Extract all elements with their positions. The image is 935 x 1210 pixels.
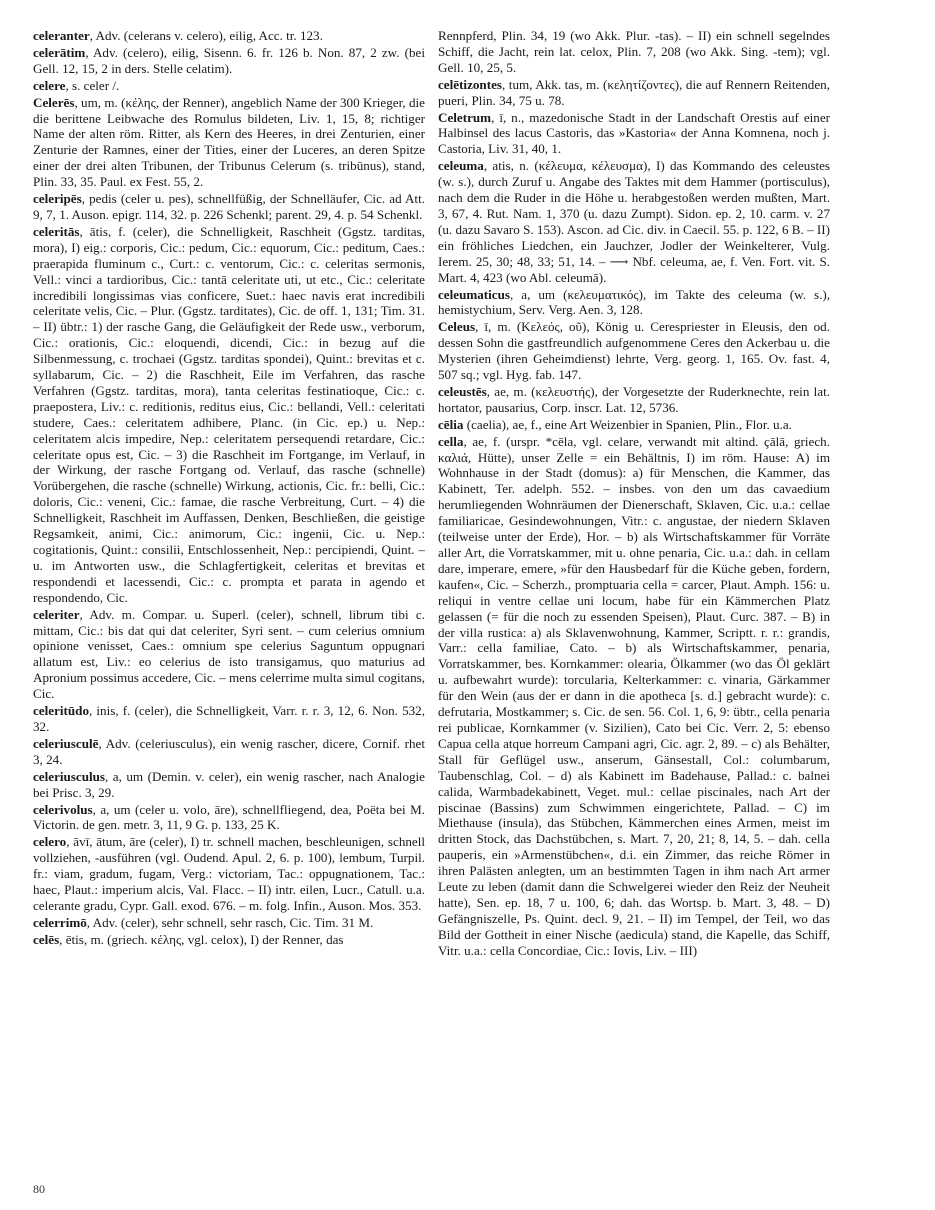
entry-celerivolus [33,802,425,834]
entry-celeustes [438,384,830,416]
entry-head: cella [438,433,464,449]
entry-celeriuscule [33,736,425,768]
entry-head: Celetrum [438,109,492,125]
entry-text: , Adv. (celer), sehr schnell, sehr rasch, Cic. Tim. 31 M. [86,914,374,930]
entry-head: celeuma [438,158,484,174]
entry-text: , ae, f. (urspr. *cēla, vgl. celare, verwandt mit altind. çālā, griech. καλιά, Hütte), unser Zelle = ein Behältnis, I) im röm. Hause: A) im Wohnhause in der Stadt (domus): a) für Menschen, die Kammer, das Kabinett, Ter. adelph. 552. – insbes. von den um das cavaedium herumliegenden Wohnräumen der Dienerschaft, Sklaven, Cic. u.a.: cellae familiaricae, Gesindewohnungen, Vitr.: c. angustae, der niedern Sklaven (teilweise unter der Erde), Hor. – b) als Wirtschaftskammer für Vorräte aller Art, die Vorratskammer, mit u. ohne penaria, Cic. u.a.: dah. in cellam dare, imperare, emere, »für den Hausbedarf für die Küche geben, fordern, kaufen«, Cic. – Scherzh., promptuaria cella = carcer, Plaut. Amph. 156: u. reliqui in ventre cellae uni locum, habe für ein Kämmerchen Platz gelassen (= für die noch zu essenden Speisen), Plaut. Curc. 387. – B) in der villa rustica: a) als Sklavenwohnung, Kammer, Scriptt. r. r.: grandis, Varr.: cella familiae, Cato. – b) als Wirtschaftskammer, penaria, Vorratskammer, bes. Kornkammer: olearia, Ölkammer (wo das Öl geklärt u. aufbewahrt wurde): torcularia, Kelterkammer: c. vinaria, Gärkammer für den Wein (aus der er dann in die apotheca [s. d.] gebracht wurde): c. defrutaria, Mostkammer; s. Cic. de sen. 56. Col. 1, 6, 9: übtr., cella penaria rei publicae, Kornkammer (v. Sizilien), Cato bei Cic. Verr. 2, 5: ebenso Capua cella atque horreum Campani agri, Cic. agr. 2, 89. – c) als Behälter, Stall für Geflügel usw., anserum, Gänsestall, Col.: columbarum, Taubenschlag, Col. – d) als Kabinett im Badehause, Pallad.: c. balnei calida, Warmbadekabinett, Veget. mul.: cellae piscinales, nach Art der piscinae (Bassins) zum Schwimmen eingerichtete, Pallad. – C) im Miethause (insula), das Stübchen, Kämmerchen eines Armen, meist im dritten Stock, das Dachstübchen, s. Mart. 7, 20, 21; 8, 14, 5. – dah. cella pauperis, ein »Armenstübchen«, d.i. ein Zimmer, das reiche Römer in ihren Palästen anlegten, um an bestimmten Tagen in ihm nach Art armer Leute zu leben (damit dann die Schwelgerei wieder den Reiz der Neuheit hatte), Sen. ep. 18, 7 u. 100, 6; dah. das Wortsp. b. Mart. 3, 48. – D) Gefängniszelle, Ps. Quint. decl. 9, 21. – II) im Tempel, der Teil, wo das Bild der Gottheit in einer Nische (aedicula) stand, die Kapelle, das Schiff, Vitr. u.a.: cella Concordiae, Cic.: Iovis, Liv. – III) [438,433,830,958]
entry-celeriusculus [33,769,425,801]
entry-head: celere [33,77,66,93]
right-column [438,28,830,1168]
entry-celeuma [438,158,830,285]
entry-text: , a, um (κελευματικός), im Takte des celeuma (w. s.), hemistychium, Serv. Verg. Aen. 3, 128. [438,286,830,318]
entry-head: celeriusculus [33,768,106,784]
entry-text: , Adv. (celeriusculus), ein wenig rascher, dicere, Cornif. rhet 3, 24. [33,735,425,767]
entry-text: , Adv. (celero), eilig, Sisenn. 6. fr. 126 b. Non. 87, 2 zw. (bei Gell. 12, 15, 2 in ders. Stelle celatim). [33,44,425,76]
entry-head: celeranter [33,28,90,43]
entry-head: celerivolus [33,801,93,817]
entry-text: , inis, f. (celer), die Schnelligkeit, Varr. r. r. 3, 12, 6. Non. 532, 32. [33,703,425,734]
entry-celeritas [33,224,425,606]
entry-head: celerrimō [33,914,87,930]
entry-text: , ae, m. (κελευστής), der Vorgesetzte der Ruderknechte, rein lat. hortator, pausarius, Corp. inscr. Lat. 12, 5736. [438,383,830,415]
entry-celeumaticus [438,287,830,319]
entry-head: celeripēs [33,191,82,207]
entry-head: Celerēs [33,94,75,110]
entry-text: , Adv. m. Compar. u. Superl. (celer), schnell, librum tibi c. mittam, Cic.: bis dat qui dat celeriter, Syri sent. – cum celerius omnium opinione venisset, Caes.: omnium spe celerius Saguntum oppugnari allatum est, Liv.: eo celerius de isto transigamus, quo maturius ad Apronium possimus accedere, Cic. – mens celerrime multa simul cogitans, Cic. [33,606,425,702]
entry-text: (caelia), ae, f., eine Art Weizenbier in Spanien, Plin., Flor. u.a. [463,416,792,432]
entry-text: , ātis, f. (celer), die Schnelligkeit, Raschheit (Ggstz. tarditas, mora), I) eig.: corporis, Cic.: pedum, Cic.: equorum, Cic.: peditum, Caes.: praerapida fluminum c., Curt.: c. ventorum, Cic.: c. celeritas sermonis, Vell.: vinci a tardioribus, Cic.: tantā celeritate uti, ut etc., Cic.: celeritate incredibili longissimas vias conficere, Suet.: haec navis erat incredibili celeritate velis, Cic. – Plur. (Ggstz. tarditates), Cic. de off. 1, 131; Tim. 31. – II) übtr.: 1) der rasche Gang, die Geläufigkeit der Rede usw., verborum, Cic.: orationis, Cic.: eloquendi, dicendi, Cic.: in bezug auf die Silbenmessung, c. trochaei (Ggstz. tarditas spondei), Quint.: brevitas et c. syllabarum, Cic. – 2) die Raschheit, Eile im Verfahren, das rasche Verfahren (Ggstz. tarditas, mora), tanta celeritas festinatioque, Cic.: c. praepostera, Liv.: c. reditionis, reditus eius, Cic.: bellandi, Vell.: celeritati studere, Caes.: celeritatem adhibere, Planc. (in Cic. ep.) u. Nep.: celeritatem alcis impedire, Nep.: celeritatem persequendi retardare, Cic.: celeritate opus est, Cic. – 3) die Raschheit im Fortgange, im Verlauf, in der Wirkung, der rasche Fortgang od. Verlauf, das rasche (schnelle) Vorübergehen, die rasche (schnelle) Wirkung, actionis, Cic. fr.: belli, Cic.: doloris, Cic.: veneni, Cic.: famae, die rasche Verbreitung, Curt. – 4) die Schnelligkeit, Raschheit im Auffassen, Denken, Beschließen, die geistige Regsamkeit, animi, Cic.: animorum, Cic.: ingenii, Cic. u. Nep.: cogitationis, Quint.: consilii, Entschlossenheit, Nep.: percipiendi, Quint. – u. im Antworten usw., die Schlagfertigkeit, celeritas et brevitas et respondendi et lacessendi, Cic.: c. prompta et parata in agendo et respondendo, Cic. [33,223,425,605]
entry-head: celeritūdo [33,703,89,719]
entry-celeratim [33,45,425,77]
entry-text: , ī, n., mazedonische Stadt in der Landschaft Orestis auf einer Halbinsel des lacus Castoris, das »Kastoria« der Anna Komnena, noch j. Castoria, Liv. 31, 40, 1. [438,109,830,157]
entry-celetizontes [438,77,830,109]
entry-celeus [438,319,830,383]
entry-celia [438,417,830,433]
entry-head: celēs [33,931,60,947]
entry-text: Rennpferd, Plin. 34, 19 (wo Akk. Plur. -tas). – II) ein schnell segelndes Schiff, die Jacht, rein lat. celox, Plin. 7, 208 (wo Akk. Sing. -tem); vgl. Gell. 10, 25, 5. [438,28,830,75]
entry-celero [33,834,425,914]
entry-text: , s. celer /. [65,77,120,93]
entry-celerrimo [33,915,425,931]
left-column [33,28,425,1168]
entry-text: , pedis (celer u. pes), schnellfüßig, der Schnelläufer, Cic. ad Att. 9, 7, 1. Auson. epigr. 114, 32. p. 226 Schenkl; parent. 29, 4. p. 54 Schenkl. [33,191,425,222]
entry-celeres [33,95,425,190]
entry-celes-continued [438,28,830,76]
entry-celeranter [33,28,425,44]
entry-text: , atis, n. (κέλευμα, κέλευσμα), I) das Kommando des celeustes (w. s.), durch Zuruf u. Angabe des Taktes mit dem Hammer (portisculus), nach dem die Ruder in die Höhe u. herabgestoßen werden mußten, Mart. 3, 67, 4. Rut. Nam. 1, 370 (u. dazu Zumpt). Sidon. ep. 2, 10. carm. v. 27 (u. dazu Savaro S. 153). Ascon. ad Cic. div. in Caecil. 55. p. 122, 6 B. – II) ein fröhliches Liedchen, ein Jauchzer, Jodler der Weinkelterer, Vulg. Ierem. 25, 30; 48, 33; 51, 14. – ⟶ Nbf. celeuma, ae, f. Ven. Fort. vit. S. Mart. 4, 423 (wo Abl. celeumā). [438,158,830,285]
entry-text: , ētis, m. (griech. κέλης, vgl. celox), I) der Renner, das [59,931,344,947]
entry-head: celeustēs [438,383,487,399]
entry-head: celētizontes [438,76,502,92]
entry-head: Celeus [438,319,476,335]
entry-head: celeritās [33,223,80,239]
entry-celere [33,78,425,94]
entry-head: celero [33,834,67,850]
entry-text: , um, m. (κέλης, der Renner), angeblich Name der 300 Krieger, die die berittene Leibwache des Romulus bildeten, Liv. 1, 15, 8; richtiger Name der alten röm. Ritter, als Kern des Heeres, in drei Zenturien, einer Zenturie der Ramnes, einer der Tities, einer der Luceres, an deren Spitze einer der drei alten Tribunen, der Tribunus Celerum (s. tribūnus), stand, Plin. 33, 35. Paul. ex Fest. 55, 2. [33,94,425,190]
entry-cella [438,434,830,959]
entry-celeriter [33,607,425,702]
entry-head: cēlia [438,416,464,432]
entry-text: , tum, Akk. tas, m. (κελητίζοντες), die auf Rennern Reitenden, pueri, Plin. 34, 75 u. 78. [438,76,830,108]
entry-text: , a, um (Demin. v. celer), ein wenig rascher, nach Analogie bei Prisc. 3, 29. [33,768,425,800]
entry-text: , Adv. (celerans v. celero), eilig, Acc. tr. 123. [89,28,323,43]
entry-head: celeriter [33,606,80,622]
entry-text: , āvī, ātum, āre (celer), I) tr. schnell machen, beschleunigen, schnell vollziehen, -ausführen (vgl. Oudend. Apul. 2, 6. p. 100), lembum, Turpil. fr.: viam, gradum, fugam, Verg.: victoriam, Tac.: oppugnationem, Tac.: haec, Plaut.: imperium alcis, Val. Flacc. – II) intr. eilen, Lucr., Catull. u.a. celerante gradu, Cypr. Gall. exod. 676. – m. folg. Infin., Auson. Mos. 353. [33,834,425,913]
entry-text: , a, um (celer u. volo, āre), schnellfliegend, dea, Poëta bei M. Victorin. de gen. metr. 3, 11, 9 G. p. 133, 25 K. [33,801,425,833]
entry-head: celerātim [33,44,86,60]
entry-celeripes [33,191,425,223]
entry-head: celeriusculē [33,735,99,751]
entry-head: celeumaticus [438,286,510,302]
entry-celetrum [438,110,830,158]
page-number: 80 [33,1182,45,1196]
entry-text: , ī, m. (Κελεός, οῦ), König u. Cerespriester in Eleusis, den od. dessen Sohn die gastfreundlich aufgenommene Ceres den Ackerbau u. die Mysterien (ihren Geheimdienst) lehrte, Verg. georg. 1, 165. Ov. fast. 4, 507 sq.; vgl. Hyg. fab. 147. [438,319,830,383]
entry-celeritudo [33,703,425,735]
entry-celes [33,932,425,948]
